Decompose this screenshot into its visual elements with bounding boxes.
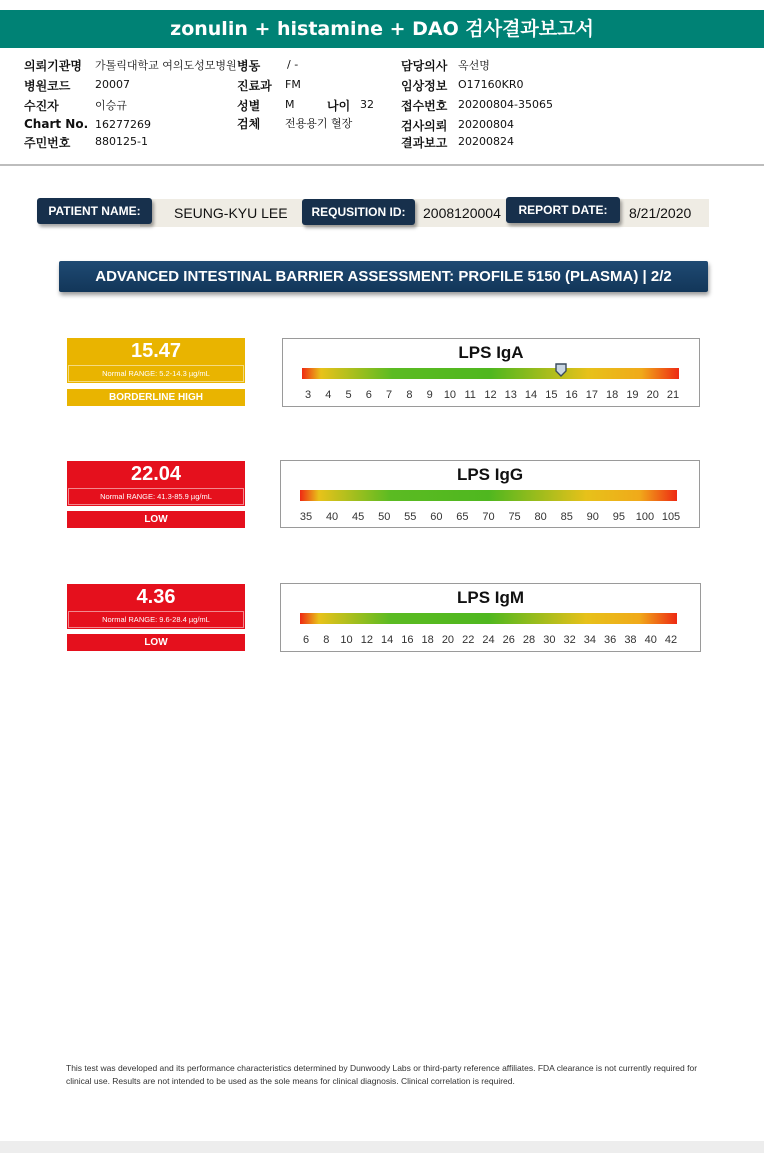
gauge-tick-label: 11 [464, 389, 476, 401]
gauge-ticks [302, 389, 679, 403]
gauge-bar [302, 368, 679, 379]
gauge-tick-label: 3 [304, 389, 312, 401]
receipt-label: 접수번호 [401, 99, 448, 113]
gauge-tick-label: 38 [624, 634, 637, 646]
clinical-value: O17160KR0 [458, 78, 524, 91]
clinical-label: 임상정보 [401, 79, 448, 93]
age-value: 32 [360, 98, 374, 111]
gauge-bar [300, 613, 677, 624]
report-date-value: 8/21/2020 [629, 205, 692, 221]
resident-label: 주민번호 [24, 136, 71, 150]
gauge-title: LPS IgA [458, 343, 524, 362]
gauge-tick-label: 40 [325, 511, 339, 523]
gauge-tick-label: 95 [612, 511, 625, 523]
result-value: 20200824 [458, 135, 514, 148]
gauge-tick-label: 14 [380, 634, 394, 646]
gauge-tick-label: 24 [482, 634, 495, 646]
gauge-panel [280, 460, 700, 528]
gauge-tick-label: 22 [462, 634, 475, 646]
gauge-tick-label: 10 [443, 389, 457, 401]
assessment-banner: ADVANCED INTESTINAL BARRIER ASSESSMENT: PROFILE 5150 (PLASMA) | 2/2 [59, 261, 708, 292]
gauge-tick-label: 21 [666, 389, 680, 401]
footnote: This test was developed and its performance characteristics determined by Dunwoody Labs or third-party reference affiliates. FDA clearance is not currently required for clinical use. Results are not intended to be used as the sole means for clinical diagnosis. Clinical correlation is required. [66, 1063, 698, 1086]
patient-name-label: PATIENT NAME: [37, 198, 152, 224]
result-box [67, 584, 245, 629]
gauge-tick-label: 28 [522, 634, 536, 646]
gauge-tick-label: 6 [365, 389, 372, 401]
result-range: Normal RANGE: 9.6-28.4 µg/mL [68, 611, 244, 628]
gauge-tick-label: 17 [585, 389, 598, 401]
gauge-tick-label: 12 [360, 634, 373, 646]
gauge-ticks [300, 634, 677, 648]
gauge-panel [282, 338, 700, 407]
report-title: zonulin + histamine + DAO 검사결과보고서 [0, 10, 764, 48]
result-label: 결과보고 [401, 136, 448, 150]
gauge-ticks [299, 511, 681, 525]
patient-value: 이승규 [95, 99, 127, 112]
report-date-label: REPORT DATE: [506, 197, 620, 223]
gauge-tick-label: 18 [606, 389, 619, 401]
requisition-label: REQUSITION ID: [302, 199, 415, 225]
gauge-tick-label: 16 [565, 389, 578, 401]
gauge-tick-label: 32 [563, 634, 576, 646]
gauge-tick-label: 34 [583, 634, 596, 646]
sex-label: 성별 [237, 99, 261, 113]
chart-label: Chart No. [24, 117, 89, 131]
gauge-tick-label: 36 [604, 634, 617, 646]
result-status: BORDERLINE HIGH [67, 389, 245, 406]
result-range: Normal RANGE: 41.3-85.9 µg/mL [68, 488, 244, 505]
specimen-value: 전용용기 혈장 [285, 117, 353, 130]
gauge-panel [280, 583, 701, 652]
result-box [67, 461, 245, 506]
gauge-tick-label: 55 [404, 511, 417, 523]
result-marker [555, 363, 567, 377]
doctor-label: 담당의사 [401, 59, 448, 73]
gauge-tick-label: 70 [482, 511, 495, 523]
chart-value: 16277269 [95, 118, 151, 131]
specimen-label: 검체 [237, 117, 261, 131]
gauge-tick-label: 20 [441, 634, 455, 646]
gauge-tick-label: 7 [386, 389, 393, 401]
gauge-tick-label: 65 [456, 511, 469, 523]
gauge-tick-label: 80 [534, 511, 547, 523]
gauge-tick-label: 10 [340, 634, 353, 646]
hospital-code-value: 20007 [95, 78, 130, 91]
department-value: FM [285, 78, 301, 91]
gauge-tick-label: 6 [302, 634, 310, 646]
gauge-tick-label: 18 [421, 634, 434, 646]
gauge-bar [300, 490, 677, 501]
ward-label: 병동 [237, 59, 261, 73]
gauge-tick-label: 40 [644, 634, 657, 646]
patient-name-value: SEUNG-KYU LEE [174, 205, 288, 221]
gauge-tick-label: 45 [352, 511, 365, 523]
gauge-tick-label: 85 [560, 511, 573, 523]
gauge-tick-label: 75 [508, 511, 521, 523]
gauge-tick-label: 8 [323, 634, 330, 646]
result-box [67, 338, 245, 383]
result-value: 15.47 [130, 340, 182, 362]
gauge-tick-label: 12 [484, 389, 497, 401]
resident-value: 880125-1 [95, 135, 148, 148]
gauge-tick-label: 90 [586, 511, 599, 523]
gauge-tick-label: 8 [406, 389, 413, 401]
hospital-code-label: 병원코드 [24, 79, 71, 93]
gauge-tick-label: 30 [543, 634, 556, 646]
gauge-tick-label: 14 [524, 389, 538, 401]
gauge-tick-label: 60 [430, 511, 443, 523]
gauge-tick-label: 50 [378, 511, 391, 523]
bottom-bar [0, 1141, 764, 1153]
result-status: LOW [67, 511, 245, 528]
gauge-tick-label: 35 [299, 511, 313, 523]
institution-label: 의뢰기관명 [24, 59, 82, 73]
gauge-tick-label: 20 [646, 389, 659, 401]
request-label: 검사의뢰 [401, 119, 448, 133]
sex-value: M [285, 98, 295, 111]
doctor-value: 옥선명 [458, 59, 490, 72]
gauge-tick-label: 105 [661, 511, 681, 523]
request-value: 20200804 [458, 118, 514, 131]
gauge-title: LPS IgG [456, 465, 524, 484]
gauge-tick-label: 13 [504, 389, 517, 401]
ward-value: / - [287, 58, 299, 71]
gauge-tick-label: 15 [545, 389, 558, 401]
gauge-tick-label: 4 [325, 389, 332, 401]
patient-label: 수진자 [24, 99, 59, 113]
gauge-tick-label: 9 [426, 389, 433, 401]
gauge-tick-label: 100 [635, 511, 655, 523]
gauge-tick-label: 42 [664, 634, 678, 646]
gauge-tick-label: 5 [345, 389, 352, 401]
receipt-value: 20200804-35065 [458, 98, 553, 111]
gauge-title: LPS IgM [456, 588, 525, 607]
result-value: 4.36 [136, 586, 176, 608]
result-value: 22.04 [130, 463, 182, 485]
result-status: LOW [67, 634, 245, 651]
institution-value: 가톨릭대학교 여의도성모병원 [95, 59, 237, 72]
gauge-tick-label: 19 [626, 389, 639, 401]
gauge-tick-label: 16 [401, 634, 414, 646]
requisition-value: 2008120004 [423, 205, 501, 221]
header-divider [0, 164, 764, 166]
age-label: 나이 [327, 99, 351, 113]
department-label: 진료과 [237, 79, 272, 93]
gauge-tick-label: 26 [502, 634, 515, 646]
result-range: Normal RANGE: 5.2-14.3 µg/mL [68, 365, 244, 382]
